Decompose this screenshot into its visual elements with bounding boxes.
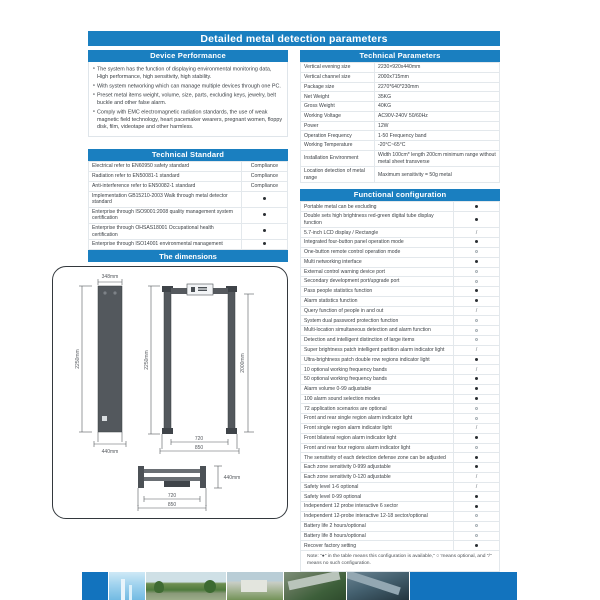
- mark-optional: [475, 407, 478, 410]
- feature-label: Multi networking interface: [301, 257, 454, 267]
- mark-available: [475, 505, 478, 508]
- feature-mark: [454, 277, 500, 287]
- table-row: [301, 433, 500, 443]
- mark-optional: [475, 446, 478, 449]
- parameter-value: AC90V-240V 50/60Hz: [375, 111, 500, 121]
- mark-available: [475, 218, 478, 221]
- mark-available: [475, 544, 478, 547]
- feature-label: Query function of people in and out: [301, 306, 454, 316]
- strip-segment-roof: [347, 572, 409, 600]
- table-row: [301, 365, 500, 375]
- table-row: [89, 240, 288, 250]
- feature-mark: [454, 512, 500, 522]
- feature-label: Pass people statistics function: [301, 287, 454, 297]
- table-row: [301, 287, 500, 297]
- feature-label: Multi-location simultaneous detection and alarm function: [301, 326, 454, 336]
- technical-parameters-heading: Technical Parameters: [300, 50, 500, 62]
- parameter-value: 1-50 Frequency band: [375, 131, 500, 141]
- parameter-label: Vertical channel size: [301, 72, 375, 82]
- parameter-label: Location detection of metal range: [301, 167, 375, 183]
- table-row: [301, 257, 500, 267]
- table-row: [301, 404, 500, 414]
- table-row: [301, 521, 500, 531]
- parameter-value: 2000x715mm: [375, 72, 500, 82]
- standard-item: Anti-interference refer to EN50082-1 standard: [89, 181, 242, 191]
- feature-mark: [454, 335, 500, 345]
- feature-mark: [454, 414, 500, 424]
- feature-mark: [454, 424, 500, 434]
- feature-label: One-button remote control operation mode: [301, 247, 454, 257]
- feature-label: Front single region alarm indicator light: [301, 424, 454, 434]
- table-row: [301, 238, 500, 248]
- feature-label: Safety level 1-6 optional: [301, 482, 454, 492]
- feature-mark: [454, 296, 500, 306]
- feature-label: Integrated four-button panel operation mode: [301, 238, 454, 248]
- feature-label: Front and rear single region alarm indicator light: [301, 414, 454, 424]
- feature-mark: [454, 238, 500, 248]
- feature-mark: [454, 492, 500, 502]
- table-row: [301, 394, 500, 404]
- strip-segment-tower: [109, 572, 145, 600]
- feature-label: 72 application scenarios are optional: [301, 404, 454, 414]
- table-row: [89, 181, 288, 191]
- feature-mark: [454, 394, 500, 404]
- mark-available: [475, 299, 478, 302]
- dim-top-outer-width: 850: [167, 502, 177, 508]
- table-row: [301, 131, 500, 141]
- table-row: [301, 212, 500, 228]
- feature-label: Battery life 8 hours/optional: [301, 531, 454, 541]
- standard-mark: [242, 162, 288, 172]
- parameter-value: Width 100cm* length 200cm minimum range without metal sheet transverse: [375, 151, 500, 167]
- parameter-label: Working Voltage: [301, 111, 375, 121]
- feature-mark: [454, 326, 500, 336]
- feature-mark: [454, 247, 500, 257]
- mark-optional: [475, 417, 478, 420]
- mark-available: [263, 197, 266, 200]
- mark-optional: [475, 270, 478, 273]
- feature-mark: [454, 472, 500, 482]
- feature-label: Secondary development port/upgrade port: [301, 277, 454, 287]
- parameter-value: 40KG: [375, 102, 500, 112]
- strip-segment-building: [227, 572, 283, 600]
- device-performance-heading: Device Performance: [88, 50, 288, 62]
- table-row: [89, 191, 288, 207]
- feature-mark: [454, 202, 500, 212]
- feature-mark: [454, 521, 500, 531]
- table-row: [301, 306, 500, 316]
- table-row: [301, 92, 500, 102]
- table-row: [301, 355, 500, 365]
- standard-mark: [242, 191, 288, 207]
- feature-mark: [454, 404, 500, 414]
- feature-mark: [454, 257, 500, 267]
- table-row: [301, 316, 500, 326]
- table-row: [301, 277, 500, 287]
- table-row: [89, 162, 288, 172]
- table-row: [301, 326, 500, 336]
- table-row: [89, 223, 288, 239]
- strip-segment-1: [82, 572, 108, 600]
- table-row: [301, 141, 500, 151]
- feature-mark: [454, 482, 500, 492]
- table-row: [301, 512, 500, 522]
- device-performance-bullet: ● Preset metal items weight, volume, size, parts, excluding keys, jewelry, belt buckle and other false alarm.: [93, 91, 283, 107]
- feature-mark: [454, 375, 500, 385]
- feature-label: 100 alarm sound selection modes: [301, 394, 454, 404]
- feature-label: Super brightness patch intelligent partition alarm indicator light: [301, 345, 454, 355]
- device-performance-bullet: ● With system networking which can manage multiple devices through one PC.: [93, 82, 283, 91]
- dimensions-diagram: [52, 266, 288, 519]
- feature-label: Alarm statistics function: [301, 296, 454, 306]
- parameter-label: Operation Frequency: [301, 131, 375, 141]
- table-row: [301, 541, 500, 551]
- standard-item: Enterprise through ISO9001:2008 quality management system certification: [89, 207, 242, 223]
- strip-segment-stadium: [284, 572, 346, 600]
- table-row: [89, 207, 288, 223]
- right-column: [300, 50, 500, 572]
- feature-label: Independent 12-probe interactive 12-18 sector/optional: [301, 512, 454, 522]
- mark-available: [475, 465, 478, 468]
- feature-mark: [454, 453, 500, 463]
- feature-mark: [454, 355, 500, 365]
- parameter-value: 2230×920x440mm: [375, 63, 500, 73]
- table-row: [301, 472, 500, 482]
- mark-text: Compliance: [250, 173, 279, 180]
- mark-optional: [475, 280, 478, 283]
- feature-mark: [454, 463, 500, 473]
- feature-label: Independent 12 probe interactive 6 sector: [301, 502, 454, 512]
- mark-optional: [475, 319, 478, 322]
- table-row: [301, 345, 500, 355]
- parameter-value: 35KG: [375, 92, 500, 102]
- feature-mark: [454, 433, 500, 443]
- mark-available: [475, 495, 478, 498]
- table-row: [301, 335, 500, 345]
- standard-item: Enterprise through OHSAS18001 Occupational health certification: [89, 223, 242, 239]
- parameter-label: Gross Weight: [301, 102, 375, 112]
- feature-label: Double sets high brightness red-green digital tube display function: [301, 212, 454, 228]
- mark-available: [475, 289, 478, 292]
- dimensions-heading: The dimensions: [88, 250, 288, 262]
- table-row: [301, 384, 500, 394]
- table-row: [301, 424, 500, 434]
- dim-front-outer-height: 2250mm: [144, 350, 150, 370]
- table-row: [301, 482, 500, 492]
- feature-label: The sensitivity of each detection defense zone can be adjusted: [301, 453, 454, 463]
- dim-top-inner-width: 720: [167, 493, 177, 499]
- feature-mark: [454, 345, 500, 355]
- configuration-legend-note: Note: "●" in the table means this configuration is available," ○ 'means optional, and "/" means no such configuration.: [300, 551, 500, 572]
- parameter-value: 2270*640*230mm: [375, 82, 500, 92]
- table-row: [301, 296, 500, 306]
- dim-front-inner-width: 720: [194, 436, 204, 442]
- mark-available: [475, 377, 478, 380]
- feature-mark: [454, 443, 500, 453]
- dim-top-depth: 440mm: [223, 475, 241, 481]
- feature-label: Battery life 2 hours/optional: [301, 521, 454, 531]
- mark-unavailable: /: [475, 366, 478, 373]
- mark-text: Compliance: [250, 163, 279, 170]
- standard-mark: [242, 240, 288, 250]
- feature-label: 50 optional working frequency bands: [301, 375, 454, 385]
- table-row: [301, 72, 500, 82]
- feature-mark: [454, 306, 500, 316]
- functional-configuration-table: [300, 201, 500, 551]
- parameter-value: Maximum sensitivity = 50g metal: [375, 167, 500, 183]
- mark-available: [475, 205, 478, 208]
- feature-label: Detection and intelligent distinction of large items: [301, 335, 454, 345]
- table-row: [301, 111, 500, 121]
- parameter-label: Package size: [301, 82, 375, 92]
- technical-standard-table: [88, 161, 288, 259]
- standard-item: Electrical refer to EN60950 safety standard: [89, 162, 242, 172]
- mark-optional: [475, 524, 478, 527]
- feature-label: System dual password protection function: [301, 316, 454, 326]
- table-row: [301, 167, 500, 183]
- device-performance-bullet: ● The system has the function of displaying environmental monitoring data, High performance, high sensitivity, high stability.: [93, 65, 283, 81]
- standard-mark: [242, 172, 288, 182]
- feature-label: 10 optional working frequency bands: [301, 365, 454, 375]
- feature-label: Safety level 0-99 optional: [301, 492, 454, 502]
- feature-label: Recover factory setting: [301, 541, 454, 551]
- table-row: [301, 63, 500, 73]
- strip-segment-7: [410, 572, 517, 600]
- device-performance-bullet: ● Comply with EMC electromagnetic radiation standards, the use of weak magnetic field technology, heart pacemaker wearers, pregnant women, floppy disk, film, videotape and other harmless.: [93, 108, 283, 132]
- technical-standard-heading: Technical Standard: [88, 149, 288, 161]
- dim-side-top-width: 348mm: [101, 274, 119, 280]
- mark-available: [475, 260, 478, 263]
- feature-mark: [454, 531, 500, 541]
- table-row: [301, 151, 500, 167]
- feature-mark: [454, 541, 500, 551]
- table-row: [301, 121, 500, 131]
- parameter-label: Vertical evening size: [301, 63, 375, 73]
- table-row: [301, 82, 500, 92]
- mark-available: [475, 397, 478, 400]
- table-row: [301, 463, 500, 473]
- parameter-value: -20°C~65°C: [375, 141, 500, 151]
- feature-mark: [454, 502, 500, 512]
- mark-unavailable: /: [475, 346, 478, 353]
- feature-mark: [454, 365, 500, 375]
- feature-label: 5.7-inch LCD display / Rectangle: [301, 228, 454, 238]
- photo-strip: [82, 572, 518, 600]
- feature-label: Ultra-brightness patch double row regions indicator light: [301, 355, 454, 365]
- feature-label: Each zone sensitivity 0-120 adjustable: [301, 472, 454, 482]
- feature-label: Portable metal can be excluding: [301, 202, 454, 212]
- dim-side-bottom-width: 440mm: [101, 449, 119, 455]
- mark-optional: [475, 250, 478, 253]
- mark-unavailable: /: [475, 229, 478, 236]
- table-row: [301, 531, 500, 541]
- feature-label: Alarm volume 0-99 adjustable: [301, 384, 454, 394]
- standard-item: Implementation GB15210-2003 Walk through metal detector standard: [89, 191, 242, 207]
- standard-item: Enterprise through ISO14001 environmental management: [89, 240, 242, 250]
- standard-mark: [242, 181, 288, 191]
- mark-available: [475, 240, 478, 243]
- mark-available: [475, 358, 478, 361]
- mark-available: [263, 213, 266, 216]
- table-row: [301, 492, 500, 502]
- table-row: [301, 228, 500, 238]
- mark-optional: [475, 338, 478, 341]
- dim-front-inner-height: 2000mm: [240, 353, 246, 373]
- mark-unavailable: /: [475, 307, 478, 314]
- table-row: [301, 102, 500, 112]
- mark-available: [475, 456, 478, 459]
- feature-mark: [454, 228, 500, 238]
- standard-item: Radiation refer to EN50081-1 standard: [89, 172, 242, 182]
- parameter-label: Power: [301, 121, 375, 131]
- feature-label: Each zone sensitivity 0-999 adjustable: [301, 463, 454, 473]
- table-row: [301, 247, 500, 257]
- parameter-value: 12W: [375, 121, 500, 131]
- feature-label: External control warning device port: [301, 267, 454, 277]
- mark-unavailable: /: [475, 483, 478, 490]
- feature-mark: [454, 316, 500, 326]
- standard-mark: [242, 207, 288, 223]
- table-row: [301, 375, 500, 385]
- device-performance-bullets: [88, 62, 288, 137]
- parameter-label: Net Weight: [301, 92, 375, 102]
- feature-label: Front bilateral region alarm indicator light: [301, 433, 454, 443]
- mark-available: [475, 436, 478, 439]
- table-row: [301, 202, 500, 212]
- standard-mark: [242, 223, 288, 239]
- table-row: [89, 172, 288, 182]
- mark-optional: [475, 534, 478, 537]
- table-row: [301, 267, 500, 277]
- parameter-label: Installation Environment: [301, 151, 375, 167]
- table-row: [301, 414, 500, 424]
- mark-optional: [475, 329, 478, 332]
- mark-optional: [475, 514, 478, 517]
- feature-mark: [454, 212, 500, 228]
- feature-mark: [454, 267, 500, 277]
- dim-front-outer-width: 850: [194, 445, 204, 451]
- feature-mark: [454, 384, 500, 394]
- parameter-label: Working Temperature: [301, 141, 375, 151]
- mark-unavailable: /: [475, 425, 478, 432]
- page-title: Detailed metal detection parameters: [88, 31, 500, 46]
- strip-segment-park: [146, 572, 226, 600]
- feature-label: Front and rear four regions alarm indicator light: [301, 443, 454, 453]
- table-row: [301, 502, 500, 512]
- table-row: [301, 453, 500, 463]
- mark-text: Compliance: [250, 183, 279, 189]
- mark-available: [263, 229, 266, 232]
- mark-available: [263, 242, 266, 245]
- functional-configuration-heading: Functional configuration: [300, 189, 500, 201]
- mark-unavailable: /: [475, 474, 478, 481]
- technical-parameters-table: [300, 62, 500, 183]
- feature-mark: [454, 287, 500, 297]
- left-column: [88, 50, 288, 260]
- dim-side-height: 2250mm: [75, 349, 81, 369]
- table-row: [301, 443, 500, 453]
- mark-available: [475, 387, 478, 390]
